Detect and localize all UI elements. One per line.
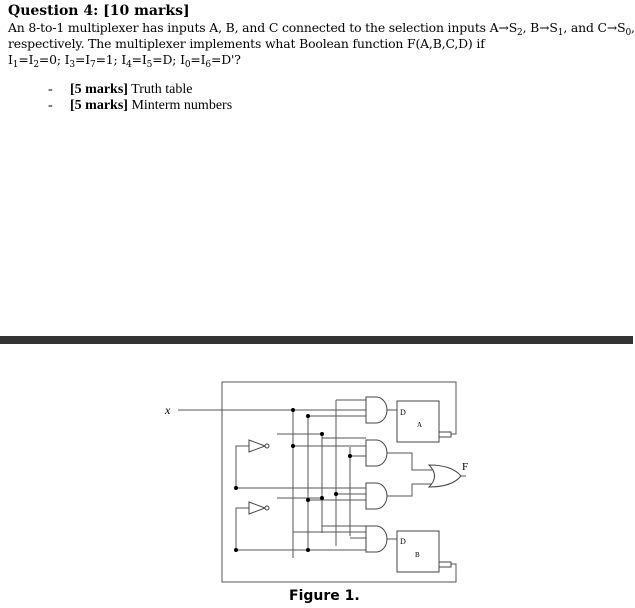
wire-gate3-out [386, 484, 432, 496]
input-letter: I [85, 52, 90, 67]
bullet-dash: - [48, 98, 53, 113]
or-gate [429, 465, 461, 487]
select-label: S [549, 20, 558, 35]
junction-dot [234, 548, 238, 552]
wire-inverter2 [236, 488, 322, 550]
item-text: Minterm numbers [127, 98, 233, 113]
text-segment: An 8-to-1 multiplexer has inputs A, B, and C connected to the selection inputs A [8, 20, 499, 35]
ff-b-d-label: D [400, 537, 406, 546]
junction-dot [306, 548, 310, 552]
wire-gate1-in [308, 400, 366, 416]
subscript: 4 [126, 60, 132, 70]
subscript: 0 [625, 28, 632, 38]
subscript: 0 [184, 60, 191, 70]
list-item [48, 98, 232, 114]
question-title: Question 4: [10 marks] [8, 3, 190, 19]
wire-gate4-in [293, 526, 366, 538]
wire-gate2-in [293, 438, 366, 456]
junction-dot [306, 498, 310, 502]
junction-dot [291, 444, 295, 448]
text-segment: = [190, 52, 201, 67]
junction-dot [334, 492, 338, 496]
input-letter: I [64, 52, 70, 67]
input-x-label: x [165, 403, 171, 417]
junction-dot [348, 454, 352, 458]
select-label: S [617, 20, 626, 35]
ff-b-name-label: B [415, 551, 420, 559]
input-letter: I [28, 52, 34, 67]
junction-dot [291, 408, 295, 412]
output-f-label: F [462, 461, 469, 473]
text-segment: =D; [152, 52, 181, 67]
wire-gate2-out [386, 453, 432, 470]
subscript: 6 [205, 60, 211, 70]
flip-flop-b-output [439, 562, 451, 567]
text-segment: , B [522, 20, 540, 35]
list-item [48, 82, 232, 98]
text-segment: =D'? [210, 52, 241, 67]
junction-dot [234, 486, 238, 490]
subscript: 7 [89, 60, 96, 70]
text-segment: = [131, 52, 142, 67]
subscript: 1 [557, 28, 564, 38]
text-segment: =1; [95, 52, 122, 67]
subscript: 3 [69, 60, 75, 70]
and-gate [366, 483, 387, 509]
section-divider [0, 336, 633, 344]
question-text-line-2: respectively. The multiplexer implements what Boolean function F(A,B,C,D) if [8, 36, 485, 51]
and-gate [366, 526, 387, 552]
subscript: 1 [12, 60, 19, 70]
subscript: 2 [33, 60, 39, 70]
input-letter: I [141, 52, 147, 67]
question-text-line-3 [8, 52, 241, 70]
item-text: Truth table [127, 82, 193, 97]
and-gate [366, 440, 387, 466]
ff-a-d-label: D [400, 408, 406, 417]
ff-a-name-label: A [417, 421, 423, 429]
figure-caption: Figure 1. [289, 588, 360, 604]
input-letter: I [200, 52, 206, 67]
input-letter: I [180, 52, 185, 67]
text-segment: = [75, 52, 86, 67]
flip-flop-a-output [439, 432, 451, 437]
bullet-dash: - [48, 82, 53, 97]
text-segment: =0; [38, 52, 65, 67]
marks-label: [5 marks] [70, 82, 128, 97]
junction-dot [306, 414, 310, 418]
junction-dot [320, 496, 324, 500]
text-segment: , [631, 20, 635, 35]
inverter-bubble [265, 444, 269, 448]
subscript: 5 [146, 60, 153, 70]
text-segment: , and C [563, 20, 607, 35]
inverter-triangle [249, 440, 265, 452]
circuit-diagram [0, 344, 633, 588]
arrow-icon: → [498, 20, 509, 35]
input-letter: I [8, 52, 13, 67]
inverter-bubble [265, 506, 269, 510]
arrow-icon: → [539, 20, 550, 35]
text-segment: = [18, 52, 29, 67]
marks-list [48, 82, 232, 114]
marks-label: [5 marks] [70, 98, 128, 113]
junction-dot [320, 432, 324, 436]
and-gate [366, 397, 387, 423]
input-letter: I [121, 52, 127, 67]
arrow-icon: → [606, 20, 618, 35]
select-label: S [508, 20, 518, 35]
subscript: 2 [517, 28, 523, 38]
inverter-triangle [249, 502, 265, 514]
